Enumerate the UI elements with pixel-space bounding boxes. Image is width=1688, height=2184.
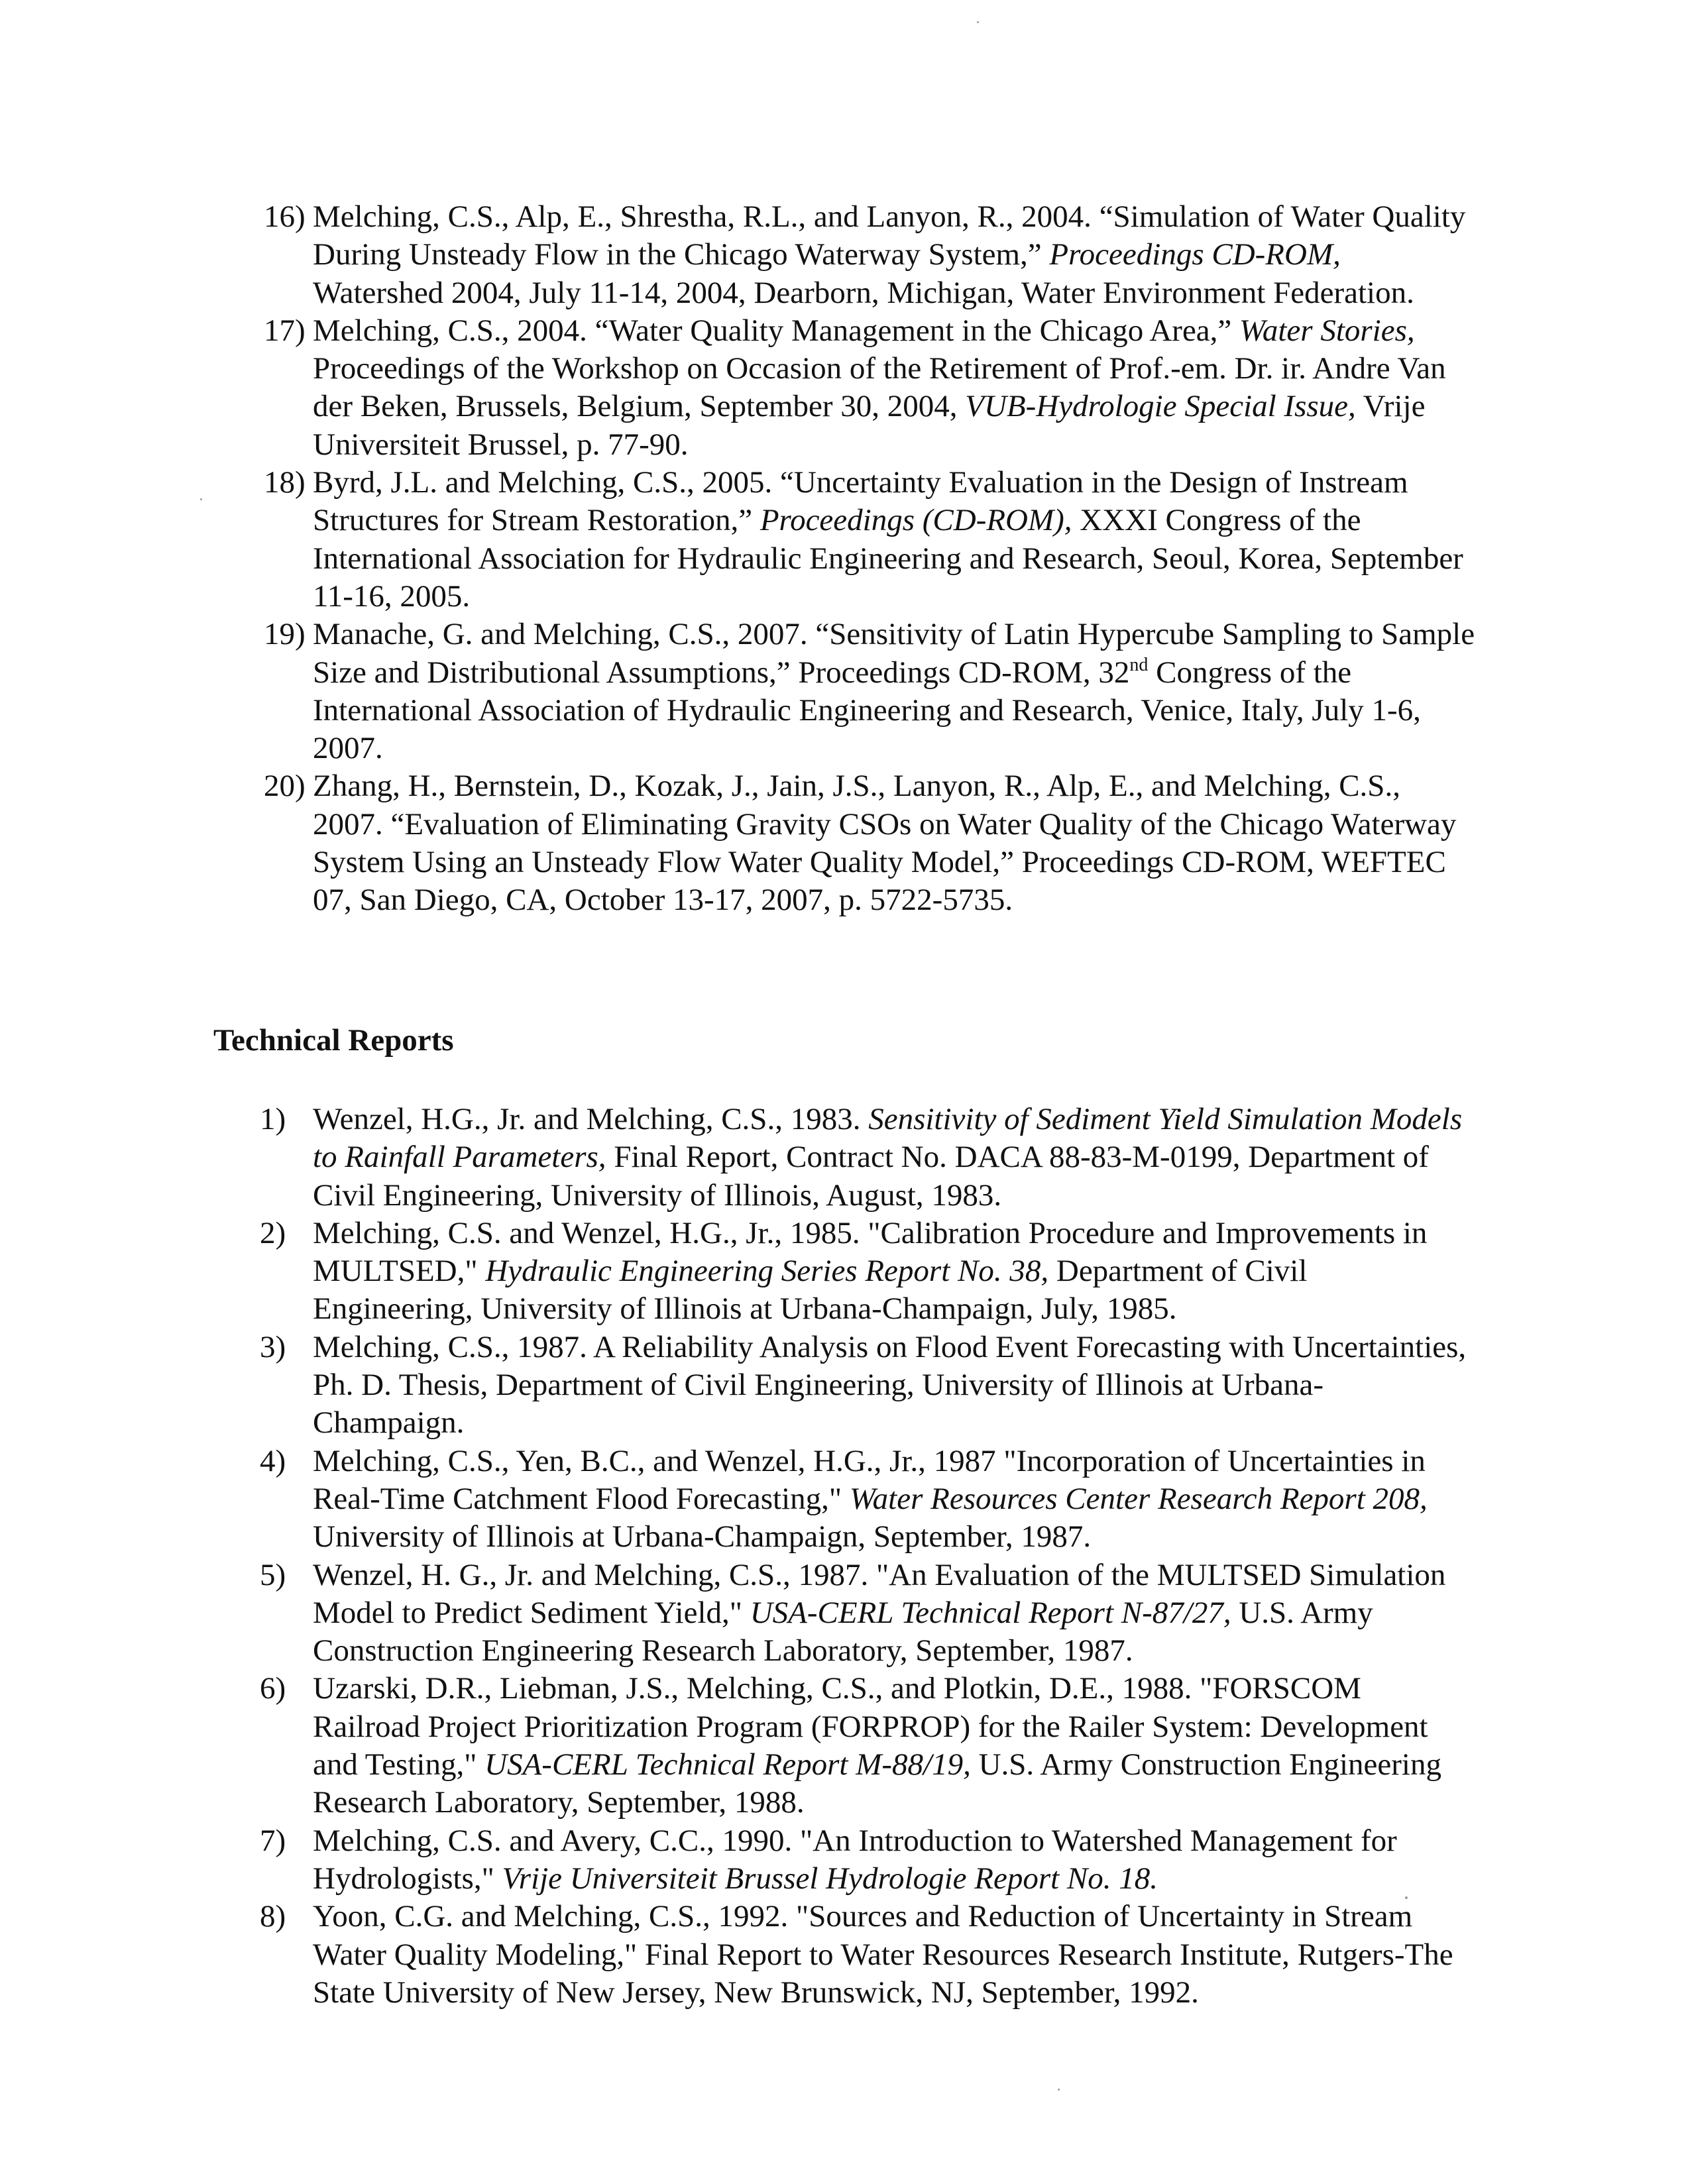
entry-details-end: Vrije Universiteit Brussel, p. 77-90. [313,389,1426,462]
entry-venue: Proceedings CD-ROM, [1049,237,1341,272]
entry-number: 17) [264,313,306,348]
entry-authors: Melching, C.S., Yen, B.C., and Wenzel, H.G., Jr., 1987 [313,1443,1004,1478]
entry-title: "FORSCOM Railroad Project Prioritization Program (FORPROP) for the Railer System: Development and Testing," [313,1671,1428,1782]
entry-details: U.S. Army Construction Engineering Research Laboratory, September, 1988. [313,1747,1441,1820]
report-entry-2 [258,1215,1471,1329]
entry-title: "An Introduction to Watershed Management for Hydrologists," [313,1823,1397,1896]
entry-details: Department of Civil Engineering, University of Illinois at Urbana-Champaign, July, 1985. [313,1254,1308,1327]
entry-number: 1) [260,1102,286,1136]
scan-speck [200,498,202,500]
scan-speck [977,21,979,23]
entry-authors: Melching, C.S. and Wenzel, H.G., Jr., 1985. [313,1215,868,1250]
report-entry-6 [258,1670,1471,1822]
proceedings-entry-19 [264,616,1477,767]
proceedings-list [264,198,1477,920]
entry-details: Proceedings CD-ROM, WEFTEC 07, San Diego, CA, October 13-17, 2007, p. 5722-5735. [313,845,1446,918]
proceedings-entry-17 [264,312,1477,464]
entry-number: 4) [260,1443,286,1478]
entry-number: 6) [260,1671,286,1706]
entry-text: Melching, C.S., 1987. A Reliability Analysis on Flood Event Forecasting with Uncertainties, Ph. D. Thesis, Department of Civil Engineering, University of Illinois at Urbana-Champaign. [313,1329,1467,1441]
entry-number: 5) [260,1557,286,1592]
technical-reports-list [258,1101,1471,2012]
entry-number: 2) [260,1215,286,1250]
entry-venue: Proceedings CD-ROM, 32 [798,655,1130,690]
entry-number: 3) [260,1329,286,1364]
entry-series: Vrije Universiteit Brussel Hydrologie Report No. 18. [502,1861,1158,1896]
entry-number: 8) [260,1899,286,1934]
entry-title: “Sensitivity of Latin Hypercube Sampling to Sample Size and Distributional Assumptions,” [313,617,1475,690]
entry-number: 19) [264,617,306,652]
entry-details: Congress of the International Association of Hydraulic Engineering and Research, Venice, Italy, July 1-6, 2007. [313,655,1421,766]
entry-details: Final Report, Contract No. DACA 88-83-M-0199, Department of Civil Engineering, University of Illinois, August, 1983. [313,1140,1429,1213]
entry-title: Sensitivity of Sediment Yield Simulation Models to Rainfall Parameters, [313,1102,1463,1175]
report-entry-7 [258,1822,1471,1898]
entry-authors: Melching, C.S., Alp, E., Shrestha, R.L., and Lanyon, R., 2004. [313,199,1099,234]
entry-title: "An Evaluation of the MULTSED Simulation Model to Predict Sediment Yield," [313,1557,1446,1630]
entry-number: 16) [264,199,306,234]
entry-series: USA-CERL Technical Report N-87/27, [750,1595,1231,1630]
entry-series: USA-CERL Technical Report M-88/19, [484,1747,971,1782]
scan-speck [1058,2089,1060,2091]
entry-authors: Wenzel, H.G., Jr. and Melching, C.S., 1983. [313,1102,869,1136]
proceedings-entry-20 [264,767,1477,919]
report-entry-1 [258,1101,1471,1215]
entry-series: Hydraulic Engineering Series Report No. 38, [485,1254,1049,1289]
proceedings-entry-16 [264,198,1477,312]
entry-number: 7) [260,1823,286,1858]
entry-venue-secondary: VUB-Hydrologie Special Issue, [965,389,1356,424]
proceedings-entry-18 [264,464,1477,616]
entry-title: "Incorporation of Uncertainties in Real-Time Catchment Flood Forecasting," [313,1443,1426,1516]
report-entry-5 [258,1556,1471,1670]
entry-authors: Wenzel, H. G., Jr. and Melching, C.S., 1987. [313,1557,876,1592]
entry-title: “Simulation of Water Quality During Unsteady Flow in the Chicago Waterway System,” [313,199,1466,272]
entry-authors: Byrd, J.L. and Melching, C.S., 2005. [313,465,780,500]
entry-title: "Calibration Procedure and Improvements in MULTSED," [313,1215,1428,1289]
entry-details: Proceedings of the Workshop on Occasion of the Retirement of Prof.-em. Dr. ir. Andre Van der Beken, Brussels, Belgium, September 30, 2004, [313,351,1446,424]
entry-details: U.S. Army Construction Engineering Research Laboratory, September, 1987. [313,1595,1373,1668]
entry-title: “Evaluation of Eliminating Gravity CSOs on Water Quality of the Chicago Waterway System Using an Unsteady Flow Water Quality Model,” [313,806,1457,880]
entry-authors: Melching, C.S., 2004. [313,313,595,348]
entry-title: “Water Quality Management in the Chicago Area,” [594,313,1240,348]
report-entry-8 [258,1898,1471,2012]
entry-details: University of Illinois at Urbana-Champaign, September, 1987. [313,1519,1092,1555]
entry-venue: Proceedings (CD-ROM), [760,503,1072,538]
entry-details: XXXI Congress of the International Association for Hydraulic Engineering and Research, Seoul, Korea, September 11-16, 2005. [313,503,1463,614]
section-heading: Technical Reports [213,1023,454,1058]
entry-authors: Uzarski, D.R., Liebman, J.S., Melching, C.S., and Plotkin, D.E., 1988. [313,1671,1200,1706]
entry-authors: Manache, G. and Melching, C.S., 2007. [313,617,816,652]
scan-speck [1405,1896,1408,1899]
entry-title: “Uncertainty Evaluation in the Design of Instream Structures for Stream Restoration,” [313,465,1408,538]
entry-series: Water Resources Center Research Report 208, [849,1481,1428,1516]
entry-details: Watershed 2004, July 11-14, 2004, Dearborn, Michigan, Water Environment Federation. [313,275,1414,310]
entry-authors: Zhang, H., Bernstein, D., Kozak, J., Jain, J.S., Lanyon, R., Alp, E., and Melching, C.S., 2007. [313,769,1400,842]
entry-number: 18) [264,465,306,500]
ordinal-superscript: nd [1129,654,1149,675]
report-entry-4 [258,1443,1471,1556]
entry-text: Yoon, C.G. and Melching, C.S., 1992. "Sources and Reduction of Uncertainty in Stream Water Quality Modeling," Final Report to Water Resources Research Institute, Rutgers-The State University of New Jersey, New Brunswick, NJ, September, 1992. [313,1899,1453,2010]
entry-authors: Melching, C.S. and Avery, C.C., 1990. [313,1823,800,1858]
report-entry-3 [258,1329,1471,1443]
entry-venue: Water Stories, [1239,313,1415,348]
entry-number: 20) [264,769,306,804]
